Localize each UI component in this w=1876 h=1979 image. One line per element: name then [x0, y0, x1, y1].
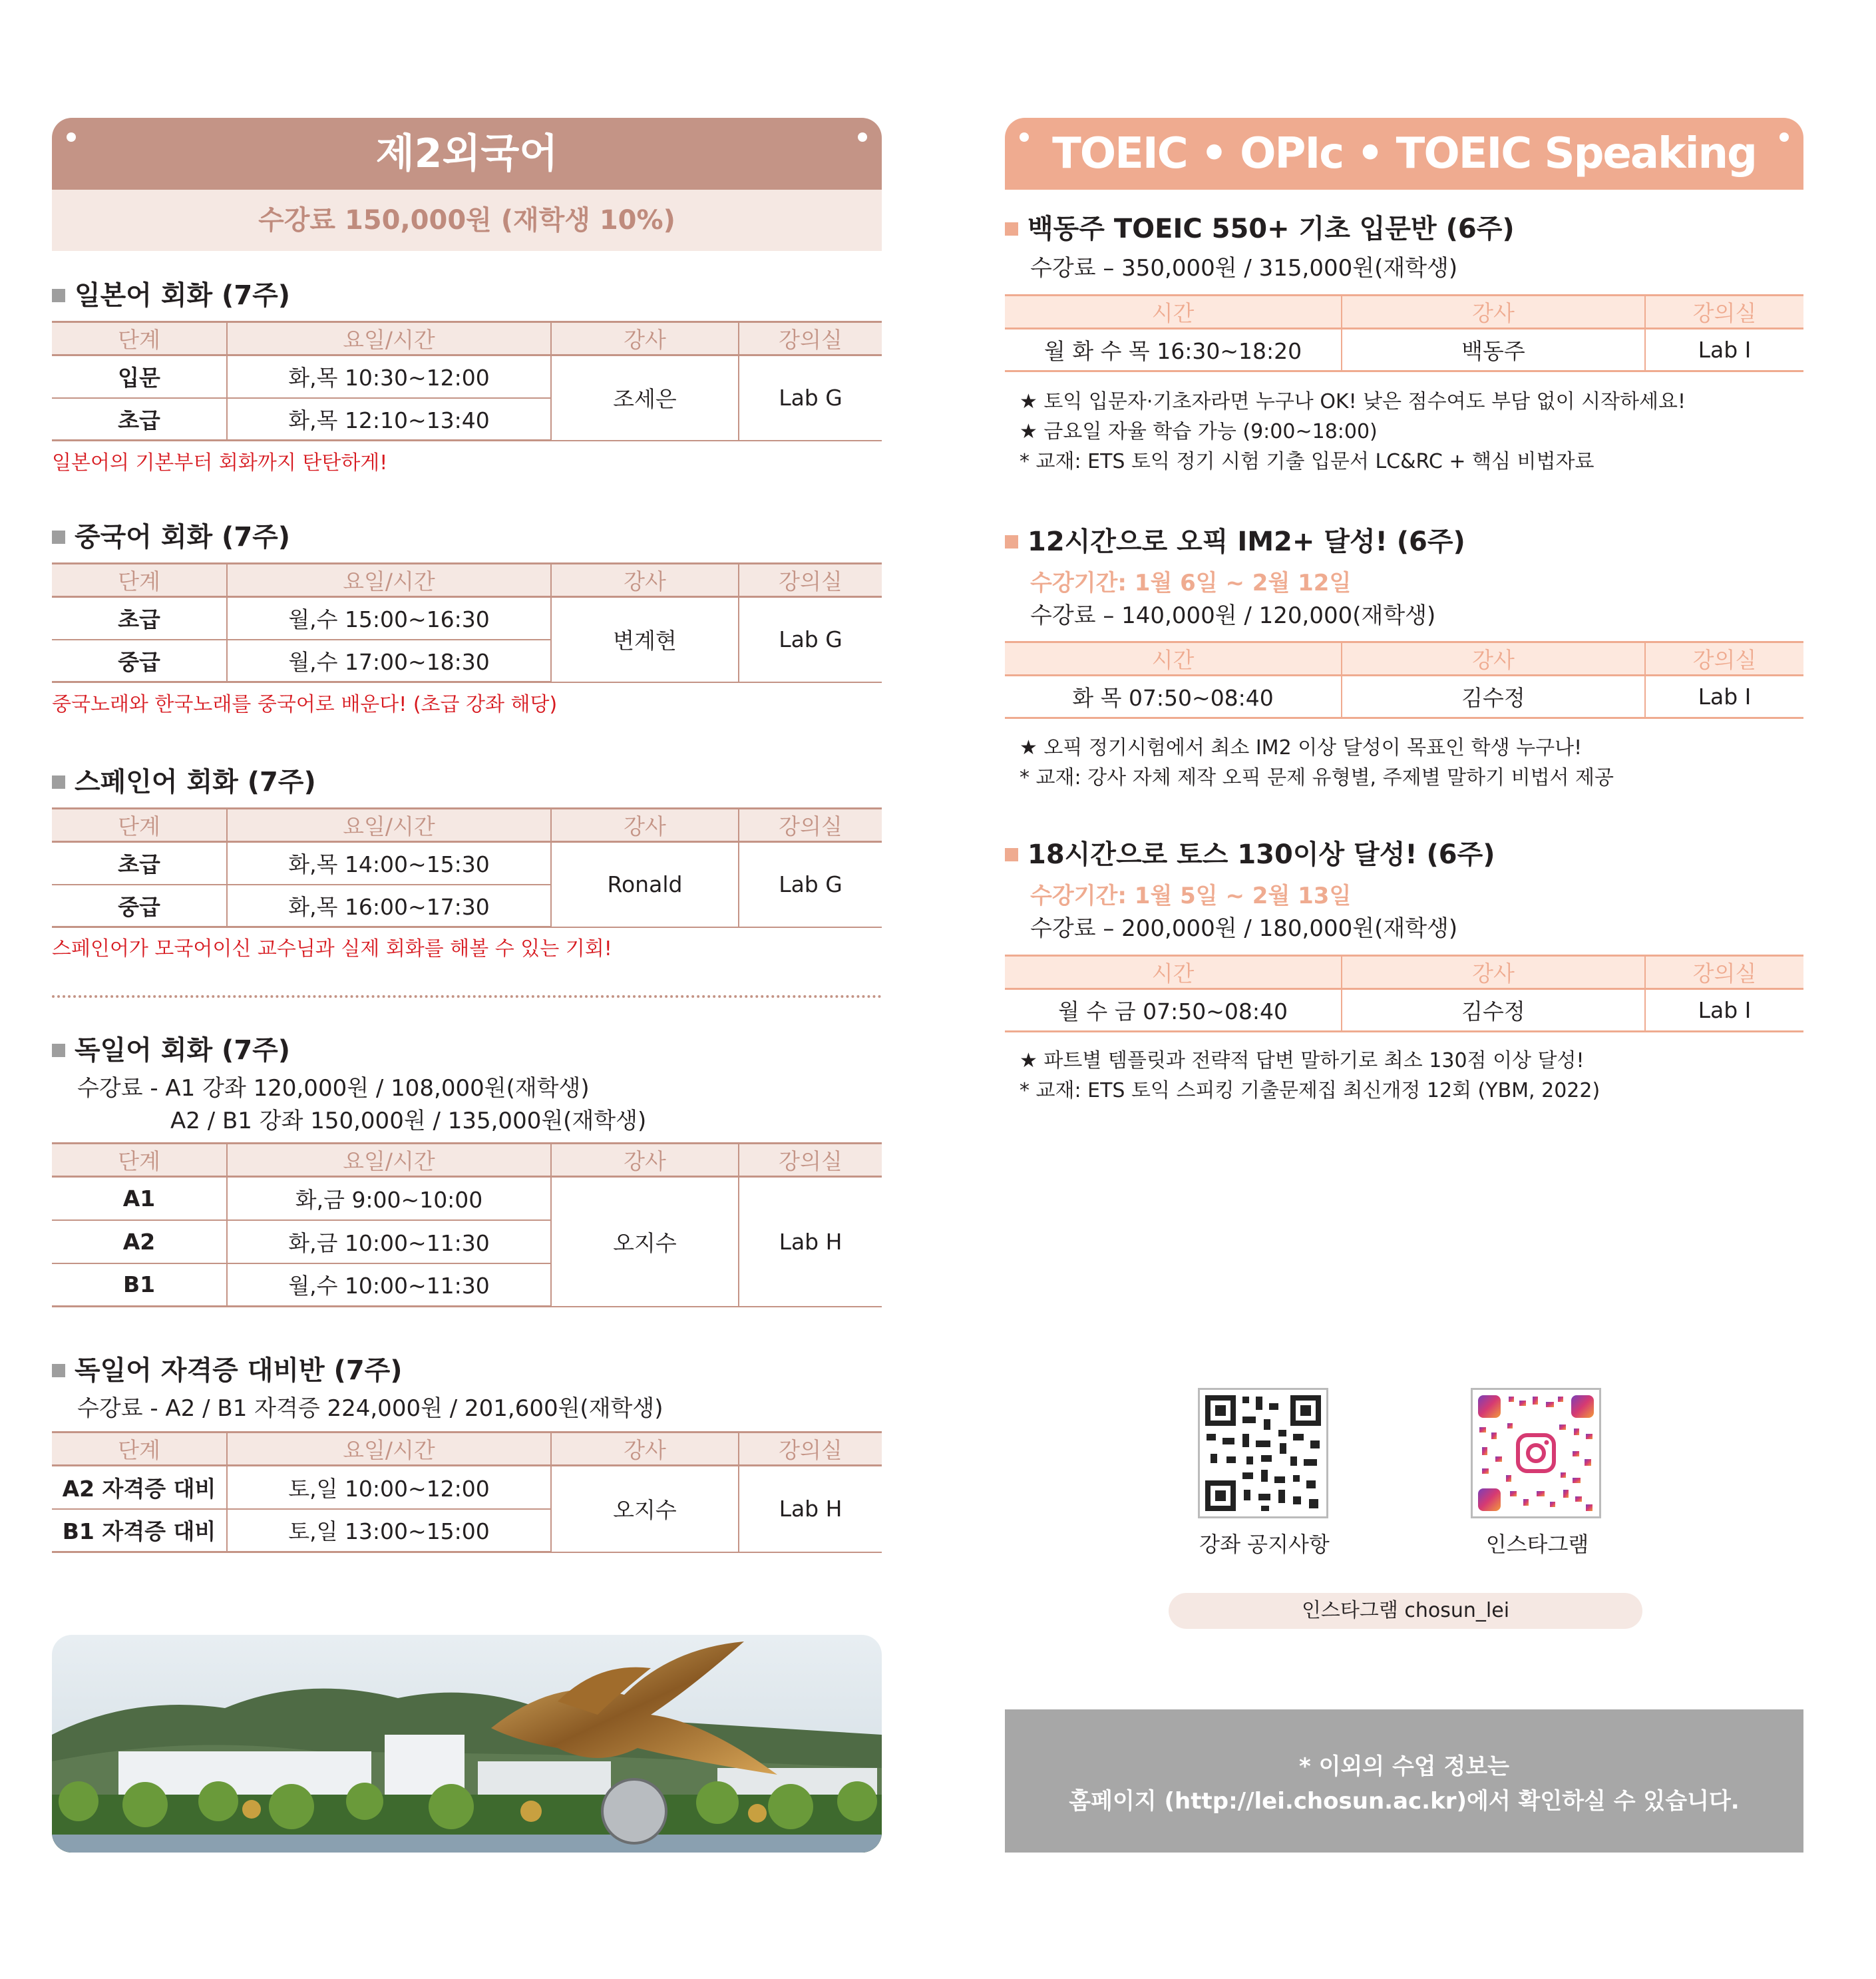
german-table	[52, 1142, 882, 1307]
header-level: 단계	[52, 564, 227, 597]
section-title-toeic: 백동주 TOEIC 550+ 기초 입문반 (6주)	[1005, 208, 1515, 246]
header-time: 요일/시간	[227, 1432, 551, 1466]
level-cell: B1 자격증 대비	[52, 1509, 227, 1552]
instagram-qr-caption: 인스타그램	[1485, 1532, 1589, 1557]
toeic-bullet: * 교재: ETS 토익 정기 시험 기출 입문서 LC&RC + 핵심 비법자료	[1020, 450, 1595, 473]
opic-fee: 수강료 – 140,000원 / 120,000(재학생)	[1030, 602, 1436, 629]
header-time: 요일/시간	[227, 564, 551, 597]
time-cell: 화,목 12:10~13:40	[227, 398, 551, 441]
toeic-bullet: ★ 금요일 자율 학습 가능 (9:00~18:00)	[1020, 420, 1378, 443]
square-bullet-icon	[52, 289, 65, 302]
time-cell: 화,목 16:00~17:30	[227, 885, 551, 927]
toeic-speaking-period: 수강기간: 1월 5일 ~ 2월 13일	[1030, 883, 1352, 909]
room-cell: Lab G	[739, 355, 882, 441]
instagram-handle-bar[interactable]: 인스타그램 chosun_lei	[1169, 1593, 1642, 1629]
table-row	[52, 842, 882, 885]
header-room: 강의실	[739, 564, 882, 597]
time-cell: 화,금 9:00~10:00	[227, 1177, 551, 1220]
table-row	[52, 1177, 882, 1220]
header-room: 강의실	[739, 322, 882, 355]
square-bullet-icon	[1005, 222, 1018, 236]
header-level: 단계	[52, 322, 227, 355]
header-time: 시간	[1005, 296, 1342, 329]
campus-photo-image	[52, 1635, 882, 1853]
table-row	[52, 597, 882, 640]
banner-dot-icon	[858, 132, 867, 142]
room-cell: Lab I	[1645, 329, 1803, 371]
banner-title: TOEIC • OPIc • TOEIC Speaking	[1052, 129, 1756, 178]
time-cell: 화,목 10:30~12:00	[227, 355, 551, 398]
header-room: 강의실	[1645, 956, 1803, 989]
level-cell: 초급	[52, 842, 227, 885]
instructor-cell: 오지수	[551, 1466, 739, 1552]
level-cell: A1	[52, 1177, 227, 1220]
toeic-speaking-table	[1005, 955, 1803, 1032]
time-cell: 토,일 13:00~15:00	[227, 1509, 551, 1552]
header-instructor: 강사	[551, 564, 739, 597]
german-cert-fee: 수강료 - A2 / B1 자격증 224,000원 / 201,600원(재학생)	[77, 1395, 663, 1422]
banner-dot-icon	[1020, 132, 1029, 142]
instructor-cell: 김수정	[1342, 989, 1645, 1032]
toeic-table	[1005, 294, 1803, 372]
section-title-japanese: 일본어 회화 (7주)	[52, 274, 290, 312]
spanish-note: 스페인어가 모국어이신 교수님과 실제 회화를 해볼 수 있는 기회!	[52, 937, 612, 961]
section-title-toeic-speaking: 18시간으로 토스 130이상 달성! (6주)	[1005, 833, 1495, 871]
german-cert-table	[52, 1431, 882, 1553]
header-level: 단계	[52, 1432, 227, 1466]
header-level: 단계	[52, 809, 227, 842]
german-fee-line-1: 수강료 - A1 강좌 120,000원 / 108,000원(재학생)	[77, 1075, 590, 1102]
time-cell: 토,일 10:00~12:00	[227, 1466, 551, 1509]
table-row	[52, 355, 882, 398]
header-time: 요일/시간	[227, 1144, 551, 1177]
campus-photo	[52, 1635, 882, 1853]
instagram-qr-code[interactable]	[1471, 1388, 1601, 1518]
header-instructor: 강사	[551, 809, 739, 842]
time-cell: 월 화 수 목 16:30~18:20	[1005, 329, 1342, 371]
header-level: 단계	[52, 1144, 227, 1177]
header-time: 요일/시간	[227, 322, 551, 355]
square-bullet-icon	[52, 531, 65, 544]
room-cell: Lab G	[739, 842, 882, 927]
header-time: 시간	[1005, 956, 1342, 989]
japanese-table	[52, 321, 882, 441]
table-row	[52, 1466, 882, 1509]
table-row	[1005, 989, 1803, 1032]
header-instructor: 강사	[551, 322, 739, 355]
header-instructor: 강사	[1342, 296, 1645, 329]
table-row	[1005, 329, 1803, 371]
square-bullet-icon	[52, 1364, 65, 1377]
instructor-cell: 김수정	[1342, 676, 1645, 718]
level-cell: 초급	[52, 597, 227, 640]
header-room: 강의실	[1645, 296, 1803, 329]
header-room: 강의실	[739, 1144, 882, 1177]
section-title-german-cert: 독일어 자격증 대비반 (7주)	[52, 1349, 403, 1387]
instructor-cell: 백동주	[1342, 329, 1645, 371]
room-cell: Lab I	[1645, 989, 1803, 1032]
time-cell: 월 수 금 07:50~08:40	[1005, 989, 1342, 1032]
header-instructor: 강사	[551, 1144, 739, 1177]
header-instructor: 강사	[1342, 642, 1645, 676]
opic-period: 수강기간: 1월 6일 ~ 2월 12일	[1030, 570, 1352, 596]
header-room: 강의실	[739, 809, 882, 842]
header-room: 강의실	[739, 1432, 882, 1466]
room-cell: Lab H	[739, 1466, 882, 1552]
banner-title: 제2외국어	[375, 130, 558, 177]
level-cell: A2 자격증 대비	[52, 1466, 227, 1509]
toeic-speaking-bullet: * 교재: ETS 토익 스피킹 기출문제집 최신개정 12회 (YBM, 2022)	[1020, 1079, 1600, 1102]
japanese-note: 일본어의 기본부터 회화까지 탄탄하게!	[52, 451, 388, 475]
section-title-german: 독일어 회화 (7주)	[52, 1029, 290, 1067]
room-cell: Lab G	[739, 597, 882, 682]
banner-dot-icon	[67, 132, 76, 142]
second-language-banner	[52, 118, 882, 190]
banner-dot-icon	[1780, 132, 1789, 142]
toeic-speaking-fee: 수강료 – 200,000원 / 180,000원(재학생)	[1030, 915, 1458, 942]
footer-info-box	[1005, 1709, 1803, 1853]
time-cell: 화,금 10:00~11:30	[227, 1220, 551, 1263]
room-cell: Lab I	[1645, 676, 1803, 718]
level-cell: 중급	[52, 640, 227, 682]
room-cell: Lab H	[739, 1177, 882, 1307]
german-fee-line-2: A2 / B1 강좌 150,000원 / 135,000원(재학생)	[170, 1108, 647, 1134]
level-cell: A2	[52, 1220, 227, 1263]
instructor-cell: Ronald	[551, 842, 739, 927]
chinese-table	[52, 562, 882, 683]
toeic-fee: 수강료 – 350,000원 / 315,000원(재학생)	[1030, 255, 1458, 282]
square-bullet-icon	[52, 775, 65, 789]
header-time: 요일/시간	[227, 809, 551, 842]
footer-homepage-line[interactable]: 홈페이지 (http://lei.chosun.ac.kr)에서 확인하실 수 있습니다.	[1069, 1788, 1740, 1815]
time-cell: 월,수 10:00~11:30	[227, 1263, 551, 1307]
level-cell: 초급	[52, 398, 227, 441]
footer-line-1: * 이외의 수업 정보는	[1298, 1753, 1510, 1780]
square-bullet-icon	[52, 1044, 65, 1057]
time-cell: 화,목 14:00~15:30	[227, 842, 551, 885]
section-title-opic: 12시간으로 오픽 IM2+ 달성! (6주)	[1005, 521, 1465, 558]
time-cell: 월,수 17:00~18:30	[227, 640, 551, 682]
opic-bullet: ★ 오픽 정기시험에서 최소 IM2 이상 달성이 목표인 학생 누구나!	[1020, 736, 1583, 760]
toeic-bullet: ★ 토익 입문자·기초자라면 누구나 OK! 낮은 점수여도 부담 없이 시작하세요!	[1020, 390, 1686, 413]
qr-code-icon	[1200, 1390, 1326, 1516]
time-cell: 화 목 07:50~08:40	[1005, 676, 1342, 718]
time-cell: 월,수 15:00~16:30	[227, 597, 551, 640]
notice-qr-code[interactable]	[1198, 1388, 1328, 1518]
instagram-qr-icon	[1473, 1390, 1599, 1516]
instructor-cell: 조세은	[551, 355, 739, 441]
toeic-speaking-bullet: ★ 파트별 템플릿과 전략적 답변 말하기로 최소 130점 이상 달성!	[1020, 1049, 1585, 1072]
chinese-note: 중국노래와 한국노래를 중국어로 배운다! (초급 강좌 해당)	[52, 693, 558, 716]
level-cell: 중급	[52, 885, 227, 927]
instructor-cell: 오지수	[551, 1177, 739, 1307]
table-row	[1005, 676, 1803, 718]
opic-table	[1005, 641, 1803, 719]
toeic-banner	[1005, 118, 1803, 190]
opic-bullet: * 교재: 강사 자체 제작 오픽 문제 유형별, 주제별 말하기 비법서 제공	[1020, 766, 1614, 789]
fee-bar: 수강료 150,000원 (재학생 10%)	[52, 190, 882, 251]
dotted-divider	[52, 995, 882, 998]
notice-qr-caption: 강좌 공지사항	[1199, 1532, 1330, 1557]
header-room: 강의실	[1645, 642, 1803, 676]
square-bullet-icon	[1005, 848, 1018, 861]
level-cell: 입문	[52, 355, 227, 398]
header-time: 시간	[1005, 642, 1342, 676]
spanish-table	[52, 807, 882, 928]
section-title-spanish: 스페인어 회화 (7주)	[52, 761, 316, 799]
instructor-cell: 변계현	[551, 597, 739, 682]
header-instructor: 강사	[1342, 956, 1645, 989]
header-instructor: 강사	[551, 1432, 739, 1466]
level-cell: B1	[52, 1263, 227, 1307]
section-title-chinese: 중국어 회화 (7주)	[52, 516, 290, 554]
square-bullet-icon	[1005, 535, 1018, 549]
